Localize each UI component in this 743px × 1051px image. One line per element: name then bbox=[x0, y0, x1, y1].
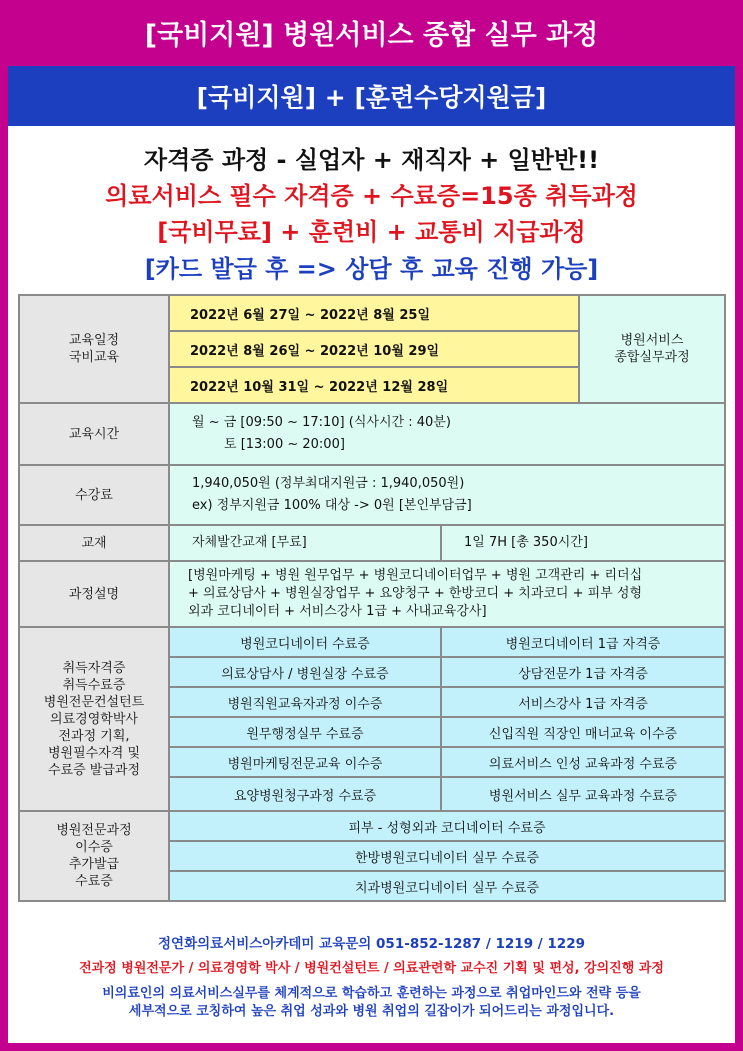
hours-label: 교육시간 bbox=[19, 403, 169, 465]
fee-row bbox=[19, 465, 725, 525]
course-name-line: 병원서비스 bbox=[620, 333, 684, 348]
certificates-label-line: 병원전문컨설턴트 bbox=[43, 694, 145, 710]
schedule-row bbox=[19, 295, 725, 331]
extra-label-line: 추가발급 bbox=[68, 857, 120, 872]
extra-item: 한방병원코디네이터 실무 수료증 bbox=[169, 841, 725, 871]
description-label: 과정설명 bbox=[19, 561, 169, 627]
certificates-label-line: 취득자격증 bbox=[62, 660, 126, 676]
schedule-date-3: 2022년 10월 31일 ~ 2022년 12월 28일 bbox=[169, 367, 579, 403]
certificate-item: 병원코디네이터 수료증 bbox=[169, 627, 441, 657]
fee-amount: 1,940,050원 (정부최대지원금 : 1,940,050원) bbox=[192, 476, 465, 491]
course-info-table bbox=[18, 294, 726, 902]
description-row bbox=[19, 561, 725, 627]
headline-card-issue: [카드 발급 후 => 상담 후 교육 진행 가능] bbox=[144, 255, 599, 283]
certificate-item: 병원마케팅전문교육 이수증 bbox=[169, 747, 441, 777]
certificate-item: 병원직원교육자과정 이수증 bbox=[169, 687, 441, 717]
fee-label: 수강료 bbox=[19, 465, 169, 525]
footer-summary-line: 세부적으로 코칭하여 높은 취업 성과와 병원 취업의 길잡이가 되어드리는 과정입니다. bbox=[128, 1004, 615, 1019]
certificates-label-line: 수료증 발급과정 bbox=[47, 762, 141, 778]
schedule-label bbox=[19, 295, 169, 403]
description-line: + 의료상담사 + 병원실장업무 + 요양청구 + 한방코디 + 치과코디 + 피부 성형 bbox=[188, 586, 643, 601]
certificate-item: 병원코디네이터 1급 자격증 bbox=[441, 627, 725, 657]
fee-example: ex) 정부지원금 100% 대상 -> 0원 [본인부담금] bbox=[192, 498, 472, 513]
hours-saturday: 토 [13:00 ~ 20:00] bbox=[224, 437, 345, 452]
schedule-label-line: 국비교육 bbox=[68, 350, 120, 365]
schedule-date-2: 2022년 8월 26일 ~ 2022년 10월 29일 bbox=[169, 331, 579, 367]
textbook-label: 교재 bbox=[19, 525, 169, 561]
footer-summary-line: 비의료인의 의료서비스실무를 체계적으로 학습하고 훈련하는 과정으로 취업마인드와 전략 등을 bbox=[102, 986, 641, 1001]
extra-label-line: 이수증 bbox=[75, 840, 113, 855]
textbook-duration: 1일 7H [총 350시간] bbox=[441, 525, 725, 561]
page-subtitle: [국비지원] + [훈련수당지원금] bbox=[8, 66, 735, 126]
certificate-item: 요양병원청구과정 수료증 bbox=[169, 777, 441, 811]
hours-row bbox=[19, 403, 725, 465]
certificate-item: 상담전문가 1급 자격증 bbox=[441, 657, 725, 687]
certificates-label-line: 병원필수자격 및 bbox=[47, 745, 141, 761]
description-line: 외과 코디네이터 + 서비스강사 1급 + 사내교육강사] bbox=[188, 604, 487, 619]
extra-label-line: 수료증 bbox=[75, 874, 113, 889]
certificate-item: 병원서비스 실무 교육과정 수료증 bbox=[441, 777, 725, 811]
fee-value bbox=[169, 465, 725, 525]
schedule-date-1: 2022년 6월 27일 ~ 2022년 8월 25일 bbox=[169, 295, 579, 331]
headline-eligibility: 자격증 과정 - 실업자 + 재직자 + 일반반!! bbox=[143, 146, 600, 174]
extra-label bbox=[19, 811, 169, 901]
textbook-row bbox=[19, 525, 725, 561]
certificate-item: 서비스강사 1급 자격증 bbox=[441, 687, 725, 717]
description-line: [병원마케팅 + 병원 원무업무 + 병원코디네이터업무 + 병원 고객관리 + 리더십 bbox=[188, 568, 643, 583]
headline-certificates: 의료서비스 필수 자격증 + 수료증=15종 취득과정 bbox=[105, 182, 638, 210]
extra-label-line: 병원전문과정 bbox=[56, 823, 132, 838]
page-title: [국비지원] 병원서비스 종합 실무 과정 bbox=[0, 0, 743, 64]
certificates-label-line: 의료경영학박사 bbox=[50, 711, 138, 727]
table-row bbox=[19, 627, 725, 657]
hours-value bbox=[169, 403, 725, 465]
footer-contact: 정연화의료서비스아카데미 교육문의 051-852-1287 / 1219 / 1229 bbox=[157, 936, 585, 952]
certificate-item: 원무행정실무 수료증 bbox=[169, 717, 441, 747]
textbook-value: 자체발간교재 [무료] bbox=[169, 525, 441, 561]
poster-body bbox=[8, 126, 735, 1043]
footer-credits: 전과정 병원전문가 / 의료경영학 박사 / 병원컨설턴트 / 의료관련학 교수진 기획 및 편성, 강의진행 과정 bbox=[79, 961, 664, 976]
table-row bbox=[19, 811, 725, 841]
certificates-label-line: 전과정 기획, bbox=[58, 728, 130, 744]
certificate-item: 의료서비스 인성 교육과정 수료증 bbox=[441, 747, 725, 777]
certificate-item: 의료상담사 / 병원실장 수료증 bbox=[169, 657, 441, 687]
course-name bbox=[579, 295, 725, 403]
extra-item: 치과병원코디네이터 실무 수료증 bbox=[169, 871, 725, 901]
certificates-label bbox=[19, 627, 169, 811]
extra-item: 피부 - 성형외과 코디네이터 수료증 bbox=[169, 811, 725, 841]
certificates-label-line: 취득수료증 bbox=[62, 677, 126, 693]
headline-free-tuition: [국비무료] + 훈련비 + 교통비 지급과정 bbox=[157, 218, 586, 246]
schedule-label-line: 교육일정 bbox=[68, 333, 120, 348]
hours-weekday: 월 ~ 금 [09:50 ~ 17:10] (식사시간 : 40분) bbox=[192, 415, 451, 430]
description-value bbox=[169, 561, 725, 627]
course-name-line: 종합실무과정 bbox=[614, 350, 690, 365]
certificate-item: 신입직원 직장인 매너교육 이수증 bbox=[441, 717, 725, 747]
